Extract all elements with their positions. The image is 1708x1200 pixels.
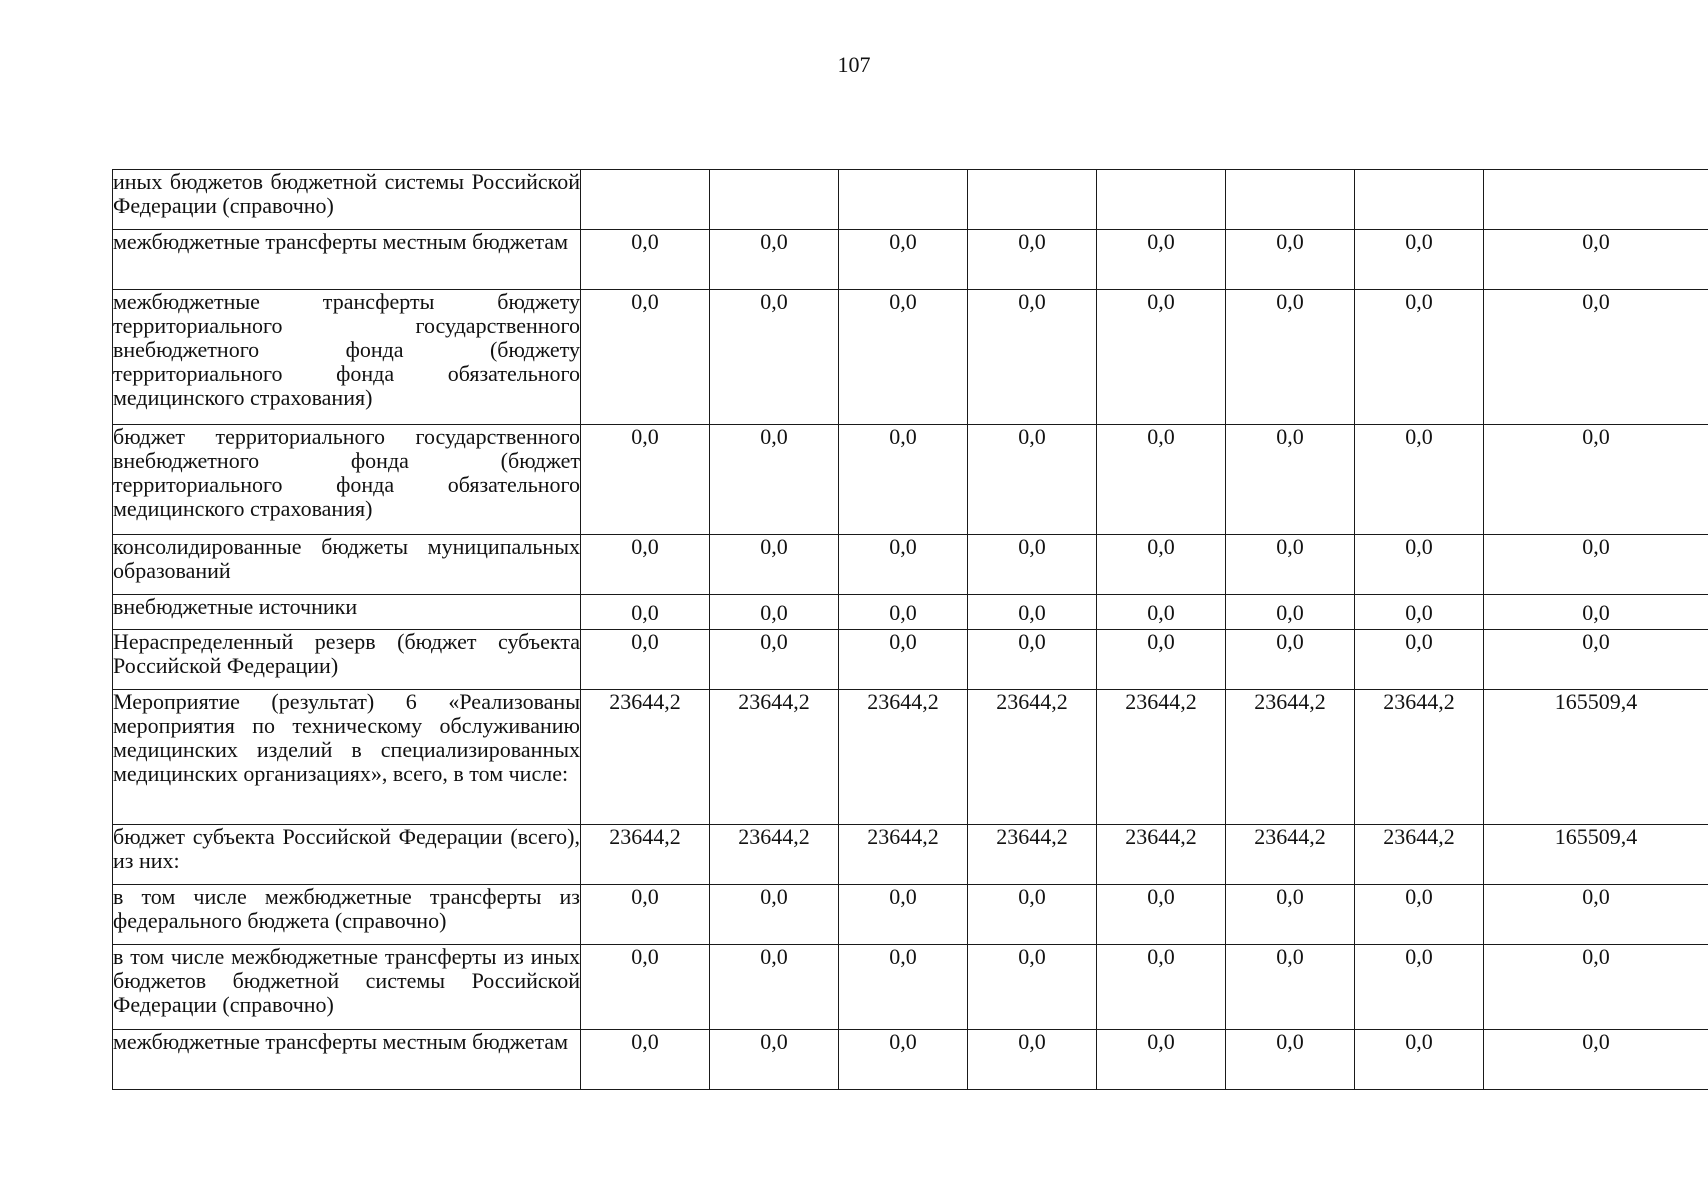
value-cell: 0,0 — [1355, 630, 1484, 690]
table-row — [113, 595, 1708, 630]
value-cell: 23644,2 — [839, 690, 968, 825]
value-cell: 0,0 — [710, 535, 839, 595]
table-row — [113, 290, 1708, 425]
row-label: внебюджетные источники — [113, 595, 581, 630]
value-cell: 0,0 — [968, 290, 1097, 425]
value-cell: 0,0 — [1226, 290, 1355, 425]
table-row — [113, 1030, 1708, 1090]
value-cell: 0,0 — [1355, 595, 1484, 630]
value-cell: 0,0 — [1484, 290, 1708, 425]
value-cell: 0,0 — [1097, 535, 1226, 595]
value-cell — [710, 170, 839, 230]
value-cell: 0,0 — [1226, 230, 1355, 290]
value-cell: 0,0 — [710, 885, 839, 945]
value-cell: 23644,2 — [710, 690, 839, 825]
value-cell: 23644,2 — [1226, 690, 1355, 825]
value-cell: 23644,2 — [839, 825, 968, 885]
value-cell: 0,0 — [581, 535, 710, 595]
value-cell — [968, 170, 1097, 230]
table-row — [113, 825, 1708, 885]
value-cell — [839, 170, 968, 230]
value-cell: 165509,4 — [1484, 825, 1708, 885]
value-cell: 0,0 — [839, 630, 968, 690]
row-label: межбюджетные трансферты местным бюджетам — [113, 1030, 581, 1090]
value-cell: 0,0 — [710, 1030, 839, 1090]
row-label: иных бюджетов бюджетной системы Российской Федерации (справочно) — [113, 170, 581, 230]
page-number: 107 — [837, 52, 871, 77]
value-cell: 0,0 — [581, 885, 710, 945]
value-cell: 0,0 — [1355, 290, 1484, 425]
value-cell: 0,0 — [839, 885, 968, 945]
value-cell: 0,0 — [1355, 885, 1484, 945]
table-row — [113, 425, 1708, 535]
row-label: бюджет субъекта Российской Федерации (всего), из них: — [113, 825, 581, 885]
value-cell: 0,0 — [710, 595, 839, 630]
value-cell: 0,0 — [581, 425, 710, 535]
value-cell: 0,0 — [1226, 885, 1355, 945]
value-cell: 0,0 — [968, 230, 1097, 290]
value-cell: 0,0 — [1097, 630, 1226, 690]
value-cell: 0,0 — [968, 945, 1097, 1030]
value-cell: 0,0 — [1097, 1030, 1226, 1090]
value-cell: 0,0 — [839, 1030, 968, 1090]
value-cell: 0,0 — [1226, 945, 1355, 1030]
value-cell: 0,0 — [839, 945, 968, 1030]
value-cell: 0,0 — [581, 630, 710, 690]
value-cell: 0,0 — [1097, 290, 1226, 425]
value-cell: 0,0 — [1226, 535, 1355, 595]
row-label: в том числе межбюджетные трансферты из иных бюджетов бюджетной системы Российской Федерации (справочно) — [113, 945, 581, 1030]
value-cell: 0,0 — [1355, 230, 1484, 290]
value-cell: 0,0 — [710, 290, 839, 425]
table-row — [113, 945, 1708, 1030]
value-cell: 0,0 — [968, 1030, 1097, 1090]
value-cell — [1097, 170, 1226, 230]
value-cell: 0,0 — [839, 290, 968, 425]
value-cell: 0,0 — [581, 1030, 710, 1090]
value-cell: 0,0 — [839, 425, 968, 535]
value-cell: 0,0 — [968, 595, 1097, 630]
value-cell: 23644,2 — [968, 690, 1097, 825]
value-cell: 0,0 — [1226, 425, 1355, 535]
table-row — [113, 535, 1708, 595]
table-row — [113, 230, 1708, 290]
value-cell: 0,0 — [710, 630, 839, 690]
value-cell: 0,0 — [1097, 230, 1226, 290]
value-cell: 0,0 — [581, 595, 710, 630]
value-cell: 0,0 — [1484, 1030, 1708, 1090]
row-label: консолидированные бюджеты муниципальных образований — [113, 535, 581, 595]
value-cell: 0,0 — [968, 630, 1097, 690]
value-cell — [1484, 170, 1708, 230]
value-cell: 0,0 — [968, 885, 1097, 945]
table-row — [113, 630, 1708, 690]
value-cell: 0,0 — [1355, 425, 1484, 535]
row-label: межбюджетные трансферты бюджету территориального государственного внебюджетного фонда (бюджету территориального фонда обязательного медицинского страхования) — [113, 290, 581, 425]
value-cell: 0,0 — [1097, 425, 1226, 535]
value-cell: 23644,2 — [1097, 690, 1226, 825]
value-cell — [1226, 170, 1355, 230]
value-cell: 0,0 — [968, 425, 1097, 535]
value-cell: 23644,2 — [1226, 825, 1355, 885]
value-cell — [581, 170, 710, 230]
value-cell: 0,0 — [968, 535, 1097, 595]
value-cell: 0,0 — [1097, 885, 1226, 945]
table-row — [113, 885, 1708, 945]
value-cell: 0,0 — [1226, 595, 1355, 630]
value-cell: 0,0 — [710, 230, 839, 290]
value-cell: 0,0 — [1097, 945, 1226, 1030]
table-row — [113, 690, 1708, 825]
row-label: межбюджетные трансферты местным бюджетам — [113, 230, 581, 290]
row-label: Нераспределенный резерв (бюджет субъекта Российской Федерации) — [113, 630, 581, 690]
value-cell: 0,0 — [1355, 535, 1484, 595]
value-cell: 0,0 — [839, 535, 968, 595]
value-cell: 0,0 — [1484, 230, 1708, 290]
value-cell: 0,0 — [581, 230, 710, 290]
value-cell: 0,0 — [710, 945, 839, 1030]
value-cell: 0,0 — [1226, 1030, 1355, 1090]
value-cell: 23644,2 — [581, 690, 710, 825]
value-cell: 0,0 — [1484, 885, 1708, 945]
value-cell: 0,0 — [839, 595, 968, 630]
value-cell: 0,0 — [1484, 945, 1708, 1030]
value-cell: 23644,2 — [1097, 825, 1226, 885]
value-cell: 0,0 — [1226, 630, 1355, 690]
value-cell: 0,0 — [1355, 945, 1484, 1030]
value-cell: 0,0 — [581, 945, 710, 1030]
value-cell: 0,0 — [1484, 425, 1708, 535]
table-row — [113, 170, 1708, 230]
budget-table — [112, 169, 1708, 1090]
value-cell: 0,0 — [1484, 630, 1708, 690]
value-cell: 23644,2 — [1355, 690, 1484, 825]
value-cell: 23644,2 — [968, 825, 1097, 885]
row-label: Мероприятие (результат) 6 «Реализованы мероприятия по техническому обслуживанию медицинских изделий в специализированных медицинских организациях», всего, в том числе: — [113, 690, 581, 825]
value-cell: 0,0 — [1484, 595, 1708, 630]
value-cell: 0,0 — [710, 425, 839, 535]
value-cell: 0,0 — [1355, 1030, 1484, 1090]
table-body — [113, 170, 1708, 1090]
value-cell: 23644,2 — [1355, 825, 1484, 885]
value-cell: 165509,4 — [1484, 690, 1708, 825]
row-label: в том числе межбюджетные трансферты из федерального бюджета (справочно) — [113, 885, 581, 945]
value-cell: 0,0 — [1097, 595, 1226, 630]
value-cell: 0,0 — [839, 230, 968, 290]
value-cell — [1355, 170, 1484, 230]
value-cell: 23644,2 — [710, 825, 839, 885]
value-cell: 0,0 — [1484, 535, 1708, 595]
value-cell: 0,0 — [581, 290, 710, 425]
row-label: бюджет территориального государственного внебюджетного фонда (бюджет территориального фонда обязательного медицинского страхования) — [113, 425, 581, 535]
value-cell: 23644,2 — [581, 825, 710, 885]
